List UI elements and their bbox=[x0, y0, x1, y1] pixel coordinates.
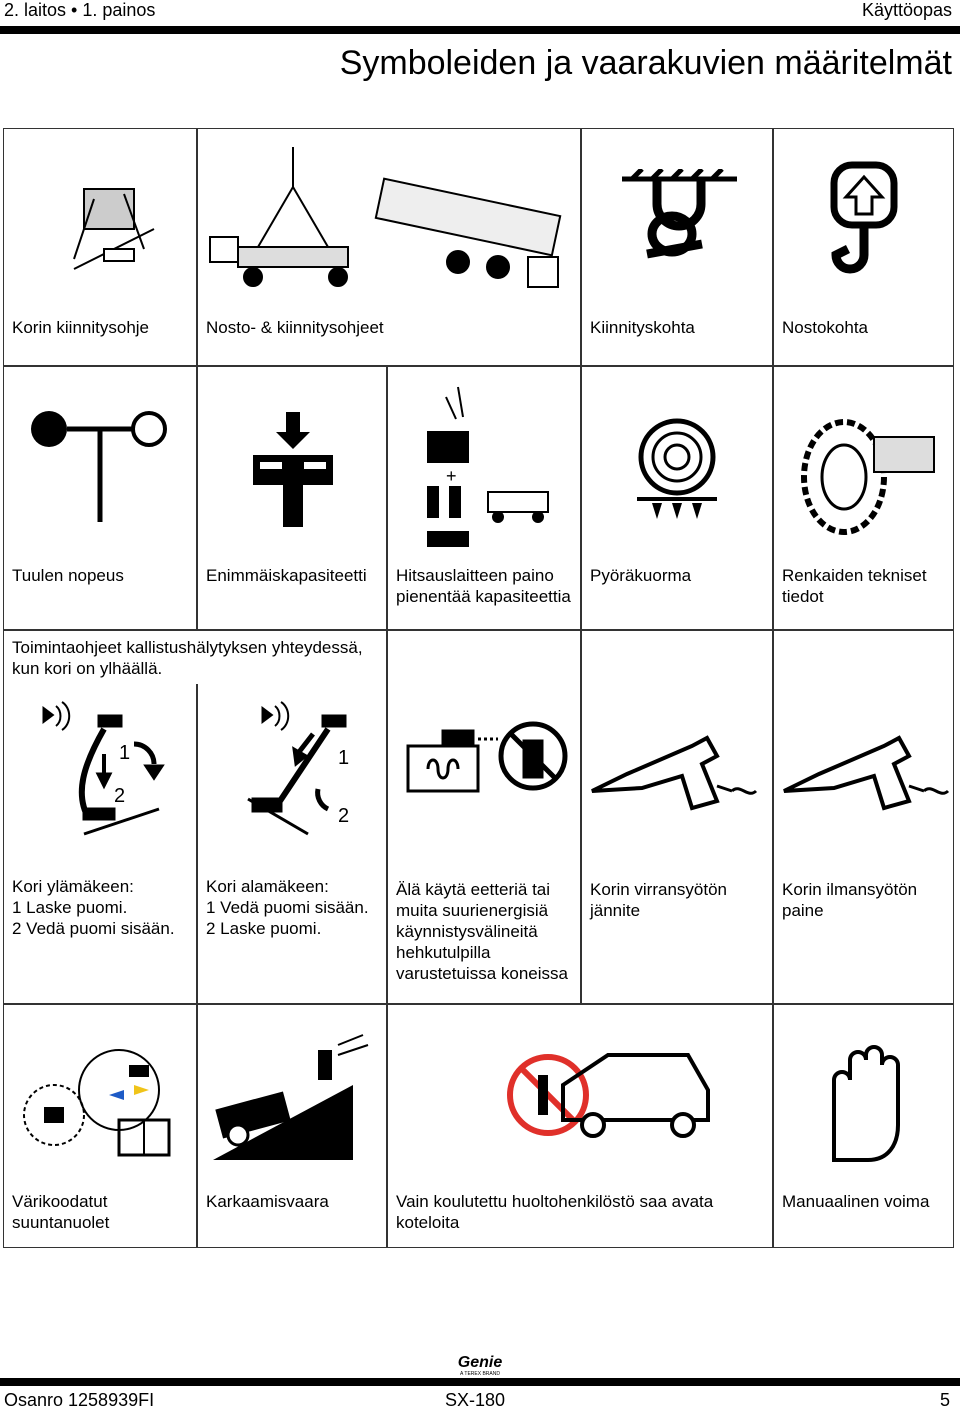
page-number: 5 bbox=[939, 1390, 950, 1410]
label-runaway: Karkaamisvaara bbox=[206, 1192, 329, 1211]
cell-max-capacity bbox=[197, 366, 387, 630]
max-capacity-icon bbox=[198, 407, 388, 527]
label-manual-force: Manuaalinen voima bbox=[782, 1192, 930, 1211]
page-title: Symboleiden ja vaarakuvien määritelmät bbox=[339, 44, 952, 82]
label-color-arrows: Värikoodatut suuntanuolet bbox=[12, 1192, 110, 1232]
label-platform-voltage: Korin virransyötön jännite bbox=[590, 880, 728, 920]
step-number-2: 2 bbox=[114, 785, 126, 807]
air-tool-icon bbox=[774, 716, 955, 816]
wind-speed-icon bbox=[4, 407, 198, 527]
label-basket-tie-down: Korin kiinnitysohje bbox=[12, 318, 150, 337]
downhill-instructions bbox=[206, 876, 380, 939]
model-name: SX-180 bbox=[445, 1390, 506, 1410]
svg-text:+: + bbox=[446, 466, 457, 486]
hand-icon bbox=[774, 1020, 955, 1170]
cell-runaway bbox=[197, 1004, 387, 1248]
uphill-instructions bbox=[12, 876, 190, 939]
label-no-ether: Älä käytä eetteriä tai muita suurienergisiä käynnistysvälineitä hehkutulpilla varustetuissa koneissa bbox=[396, 880, 568, 983]
label-lift-tie-down: Nosto- & kiinnitysohjeet bbox=[206, 318, 384, 337]
no-ether-icon bbox=[388, 711, 582, 821]
label-max-capacity: Enimmäiskapasiteetti bbox=[206, 566, 367, 585]
part-number: Osanro 1258939FI bbox=[4, 1390, 155, 1410]
cell-platform-air bbox=[773, 630, 954, 1004]
welder-weight-icon bbox=[388, 377, 582, 547]
cell-lift-tie-down bbox=[197, 128, 581, 366]
cell-welder-weight bbox=[387, 366, 581, 630]
cell-platform-voltage bbox=[581, 630, 773, 1004]
downhill-step-2: 2 Laske puomi. bbox=[206, 919, 322, 938]
downhill-heading: Kori alamäkeen: bbox=[206, 877, 329, 896]
label-tie-down-point: Kiinnityskohta bbox=[590, 318, 695, 337]
power-tool-icon bbox=[582, 716, 774, 816]
runaway-hazard-icon bbox=[198, 1030, 388, 1160]
uphill-step-1: 1 Laske puomi. bbox=[12, 898, 128, 917]
brand-tagline: A TEREX BRAND bbox=[460, 1371, 500, 1376]
label-wind-speed: Tuulen nopeus bbox=[12, 566, 124, 585]
step-number-2b: 2 bbox=[338, 805, 350, 827]
cell-downhill bbox=[197, 684, 387, 1004]
cell-wheel-load bbox=[581, 366, 773, 630]
lift-tie-down-icon bbox=[198, 137, 582, 302]
tire-icon bbox=[774, 397, 955, 537]
uphill-heading: Kori ylämäkeen: bbox=[12, 877, 134, 896]
cell-lifting-point bbox=[773, 128, 954, 366]
edition-label: 2. laitos • 1. painos bbox=[4, 0, 156, 20]
manual-type-label: Käyttöopas bbox=[861, 0, 952, 20]
symbol-grid bbox=[3, 128, 954, 1248]
downhill-step-1: 1 Vedä puomi sisään. bbox=[206, 898, 369, 917]
brand-name: Genie bbox=[457, 1354, 503, 1371]
uphill-step-2: 2 Vedä puomi sisään. bbox=[12, 919, 175, 938]
wheel-load-icon bbox=[582, 407, 774, 527]
cell-color-arrows bbox=[3, 1004, 197, 1248]
header-rule bbox=[0, 26, 960, 34]
authorized-service-only-icon bbox=[388, 1030, 774, 1170]
cell-manual-force bbox=[773, 1004, 954, 1248]
footer-rule bbox=[0, 1378, 960, 1386]
cell-no-ether bbox=[387, 630, 581, 1004]
cell-basket-tie-down bbox=[3, 128, 197, 366]
downhill-boom-icon bbox=[198, 694, 388, 844]
label-service-only: Vain koulutettu huoltohenkilöstö saa avata koteloita bbox=[396, 1192, 714, 1232]
lifting-point-icon bbox=[774, 159, 955, 279]
label-lifting-point: Nostokohta bbox=[782, 318, 868, 337]
label-platform-air: Korin ilmansyötön paine bbox=[782, 880, 918, 920]
genie-logo bbox=[440, 1352, 520, 1376]
cell-uphill bbox=[3, 684, 197, 1004]
cell-tilt-note bbox=[3, 630, 387, 684]
step-number-1b: 1 bbox=[338, 747, 350, 769]
page-header bbox=[0, 0, 960, 22]
cell-wind-speed bbox=[3, 366, 197, 630]
label-welder-weight: Hitsauslaitteen paino pienentää kapasiteettia bbox=[396, 566, 571, 606]
cell-tie-down-point bbox=[581, 128, 773, 366]
label-tire-specs: Renkaiden tekniset tiedot bbox=[782, 566, 927, 606]
cell-tire-specs bbox=[773, 366, 954, 630]
cell-service-only bbox=[387, 1004, 773, 1248]
label-wheel-load: Pyöräkuorma bbox=[590, 566, 692, 585]
basket-tie-down-icon bbox=[4, 169, 198, 299]
color-coded-arrows-icon bbox=[4, 1035, 198, 1165]
tie-down-point-icon bbox=[582, 169, 774, 269]
step-number-1: 1 bbox=[119, 742, 131, 764]
label-tilt-note: Toimintaohjeet kallistushälytyksen yhteydessä, kun kori on ylhäällä. bbox=[12, 638, 363, 678]
uphill-boom-icon bbox=[4, 694, 198, 844]
